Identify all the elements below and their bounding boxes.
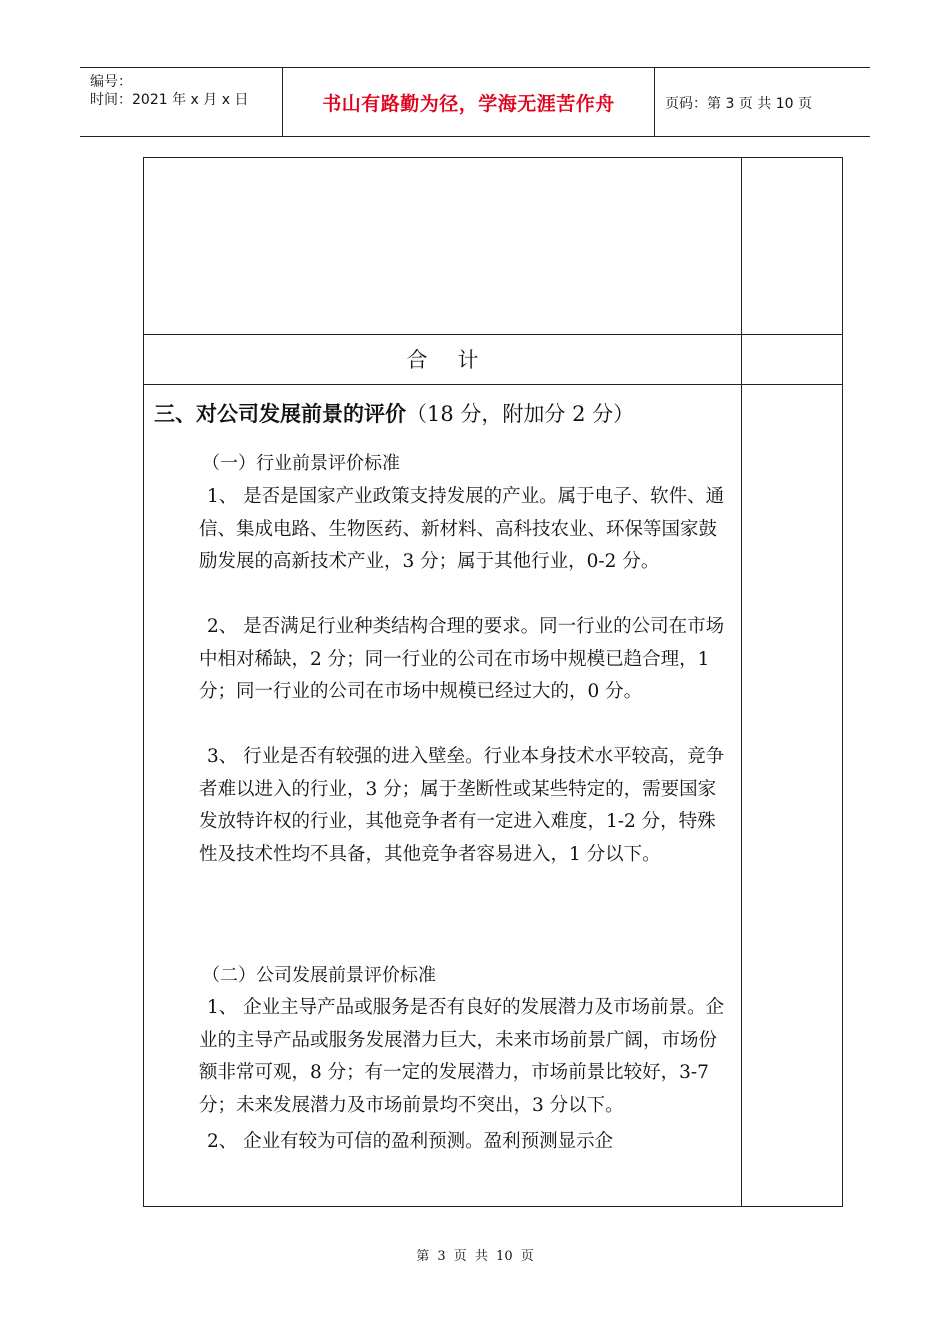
section-title-rest: （18 分，附加分 2 分） <box>406 402 635 426</box>
time-label: 时间：2021 年 x 月 x 日 <box>90 92 249 108</box>
table-row-divider <box>144 384 842 385</box>
list-item: 1、 企业主导产品或服务是否有良好的发展潜力及市场前景。企业的主导产品或服务发展潜力巨大，未来市场前景广阔，市场份额非常可观，8 分；有一定的发展潜力，市场前景比较好，3-7 分；未来发展潜力及市场前景均不突出，3 分以下。 <box>199 997 725 1116</box>
total-label: 合计 <box>406 348 509 372</box>
table-column-divider <box>741 158 742 1206</box>
header-motto: 书山有路勤为径，学海无涯苦作舟 <box>322 92 615 115</box>
subsection-industry: （一）行业前景评价标准 <box>202 453 400 474</box>
list-item: 2、 是否满足行业种类结构合理的要求。同一行业的公司在市场中相对稀缺，2 分；同一行业的公司在市场中规模已趋合理，1 分；同一行业的公司在市场中规模已经过大的，0 分。 <box>199 616 725 702</box>
header-left-cell <box>80 68 282 136</box>
subsection-company: （二）公司发展前景评价标准 <box>202 965 436 986</box>
header-right-cell <box>655 68 870 136</box>
list-item: 2、 企业有较为可信的盈利预测。盈利预测显示企 <box>207 1131 614 1152</box>
section-title <box>154 398 634 428</box>
score-table <box>143 157 843 1207</box>
page-footer: 第 3 页 共 10 页 <box>416 1249 534 1264</box>
header-middle-cell <box>282 68 655 136</box>
header-page-info: 页码：第 3 页 共 10 页 <box>665 96 812 112</box>
list-item: 3、 行业是否有较强的进入壁垒。行业本身技术水平较高，竞争者难以进入的行业，3 分；属于垄断性或某些特定的，需要国家发放特许权的行业，其他竞争者有一定进入难度，1-2 分，特殊性及技术性均不具备，其他竞争者容易进入，1 分以下。 <box>199 746 725 865</box>
page-header <box>80 67 870 137</box>
list-item: 1、 是否是国家产业政策支持发展的产业。属于电子、软件、通信、集成电路、生物医药、新材料、高科技农业、环保等国家鼓励发展的高新技术产业，3 分；属于其他行业，0-2 分。 <box>199 486 725 572</box>
number-label: 编号： <box>90 74 132 90</box>
section-title-bold: 三、对公司发展前景的评价 <box>154 401 406 426</box>
